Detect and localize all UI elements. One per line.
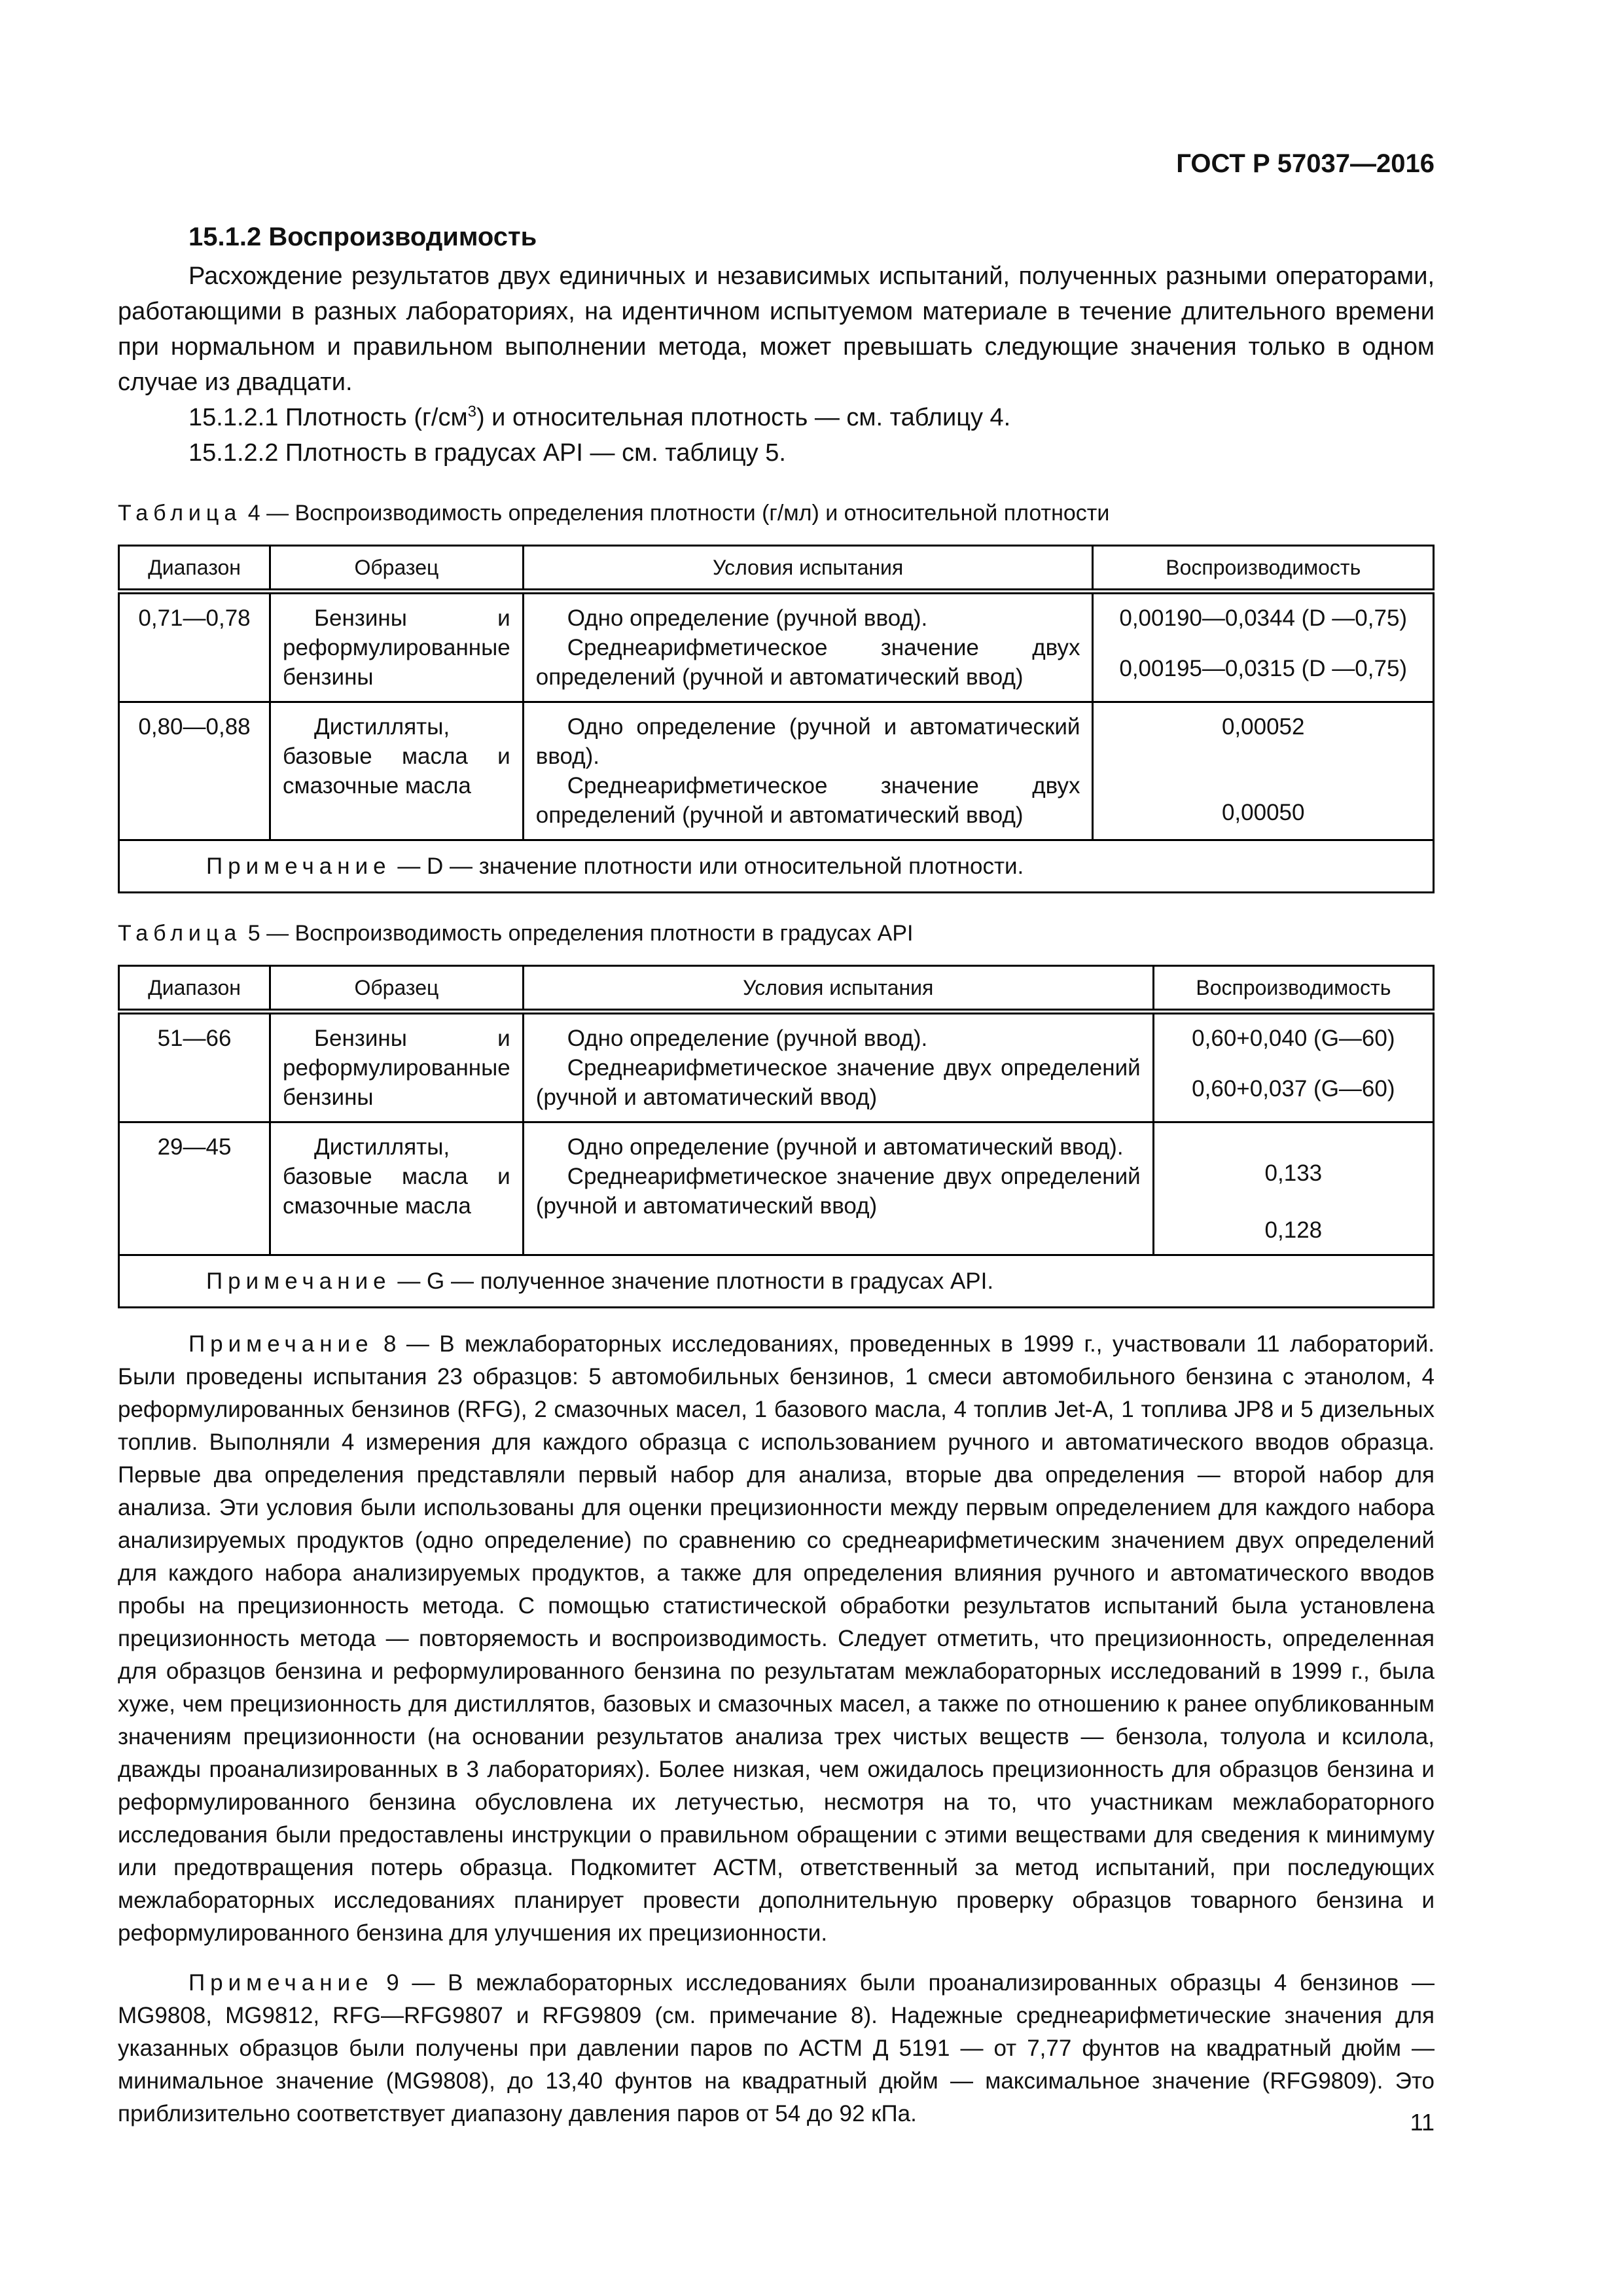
value-mean: 0,128 bbox=[1264, 1217, 1323, 1243]
table4-header-reproducibility: Воспроизводимость bbox=[1093, 546, 1434, 592]
reproducibility-cell bbox=[1153, 1122, 1433, 1255]
table-row bbox=[119, 1122, 1434, 1255]
note-text: 8 — В межлабораторных исследованиях, проведенных в 1999 г., участвовали 11 лабораторий. Были проведены испытания 23 образцов: 5 автомобильных бензинов, 1 смеси автомобильного бензина с этанолом, 4 реформулированных бензинов (RFG), 2 смазочных масел, 1 базового масла, 4 топлив Jet-A, 1 топлива JP8 и 5 дизельных топлив. Выполняли 4 измерения для каждого образца с использованием ручного и автоматического вводов образца. Первые два определения представляли первый набор для анализа, вторые два определения — второй набор для анализа. Эти условия были использованы для оценки прецизионности между первым определением для каждого набора анализируемых продуктов (одно определение) по сравнению со среднеарифметическим значением двух определений для каждого набора анализируемых продуктов, а также для определения влияния ручного и автоматического вводов пробы на прецизионность метода. С помощью статистической обработки результатов испытаний была установлена прецизионность метода — повторяемость и воспроизводимость. Следует отметить, что прецизионность, определенная для образцов бензина и реформулированного бензина по результатам межлабораторных исследований в 1999 г., была хуже, чем прецизионность для дистиллятов, базовых и смазочных масел, а также по отношению к ранее опубликованным значениям прецизионности (на основании результатов анализа трех чистых веществ — бензола, толуола и ксилола, дважды проанализированных в 3 лабораториях). Более низкая, чем ожидалось прецизионность для образцов бензина и реформулированного бензина обусловлена их летучестью, несмотря на то, что участникам межлабораторного исследования были предоставлены инструкции о правильном обращении с этими веществами для сведения к минимуму или предотвращения потерь образца. Подкомитет АСТМ, ответственный за метод испытаний, при последующих межлабораторных исследованиях планирует провести дополнительную проверку образцов товарного бензина и реформулированного бензина для улучшения их прецизионности. bbox=[118, 1331, 1435, 1946]
table4-caption-label: Таблица bbox=[118, 501, 242, 526]
table4-caption bbox=[118, 501, 1435, 526]
table5-header-conditions: Условия испытания bbox=[523, 966, 1153, 1012]
table5-header-range: Диапазон bbox=[119, 966, 270, 1012]
range-cell: 29—45 bbox=[119, 1122, 270, 1255]
condition-mean: Среднеарифметическое значение двух определений (ручной и автоматический ввод) bbox=[535, 773, 1080, 828]
note-label: Примечание bbox=[188, 1970, 374, 1996]
range-cell: 0,80—0,88 bbox=[119, 702, 270, 840]
note-9 bbox=[118, 1967, 1435, 2130]
reproducibility-cell bbox=[1093, 592, 1434, 702]
clause-15-1-2-1 bbox=[188, 400, 1435, 435]
clause-text-suffix: ) и относительная плотность — см. таблицу 4. bbox=[476, 404, 1011, 431]
conditions-cell bbox=[523, 702, 1093, 840]
table4-header-sample: Образец bbox=[270, 546, 524, 592]
table5-caption-text: 5 — Воспроизводимость определения плотности в градусах API bbox=[241, 921, 914, 946]
sample-cell: Бензины и реформулированные бензины bbox=[270, 592, 524, 702]
note-label: Примечание bbox=[206, 853, 391, 879]
value-mean: 0,60+0,037 (G—60) bbox=[1192, 1076, 1395, 1102]
table-row bbox=[119, 1012, 1434, 1122]
reproducibility-cell bbox=[1153, 1012, 1433, 1122]
value-mean: 0,00195—0,0315 (D —0,75) bbox=[1119, 656, 1408, 681]
value-mean: 0,00050 bbox=[1221, 800, 1305, 825]
clause-superscript: 3 bbox=[467, 403, 476, 421]
page-number: 11 bbox=[1410, 2109, 1435, 2136]
table5 bbox=[118, 965, 1435, 1308]
condition-mean: Среднеарифметическое значение двух определений (ручной и автоматический ввод) bbox=[535, 635, 1080, 690]
table4-note-row bbox=[119, 840, 1434, 893]
condition-single: Одно определение (ручной и автоматический ввод). bbox=[567, 1134, 1124, 1160]
table5-header-sample: Образец bbox=[270, 966, 524, 1012]
value-single: 0,133 bbox=[1264, 1160, 1323, 1186]
table5-caption-label: Таблица bbox=[118, 921, 242, 946]
note-label: Примечание bbox=[206, 1268, 391, 1294]
section-paragraph: Расхождение результатов двух единичных и независимых испытаний, полученных разными операторами, работающими в разных лабораториях, на идентичном испытуемом материале в течение длительного времени при нормальном и правильном выполнении метода, может превышать следующие значения только в одном случае из двадцати. bbox=[118, 262, 1435, 396]
clause-text-prefix: 15.1.2.1 Плотность (г/см bbox=[188, 404, 468, 431]
range-cell: 51—66 bbox=[119, 1012, 270, 1122]
page-content bbox=[118, 223, 1435, 2130]
clause-15-1-2-2: 15.1.2.2 Плотность в градусах API — см. таблицу 5. bbox=[188, 439, 786, 467]
condition-mean: Среднеарифметическое значение двух определений (ручной и автоматический ввод) bbox=[535, 1164, 1141, 1219]
table5-caption bbox=[118, 921, 1435, 946]
section-title: 15.1.2 Воспроизводимость bbox=[188, 223, 537, 251]
table5-note bbox=[119, 1255, 1434, 1308]
condition-single: Одно определение (ручной и автоматический ввод). bbox=[535, 714, 1080, 769]
conditions-cell bbox=[523, 1122, 1153, 1255]
table4-caption-text: 4 — Воспроизводимость определения плотности (г/мл) и относительной плотности bbox=[241, 501, 1110, 526]
table-row bbox=[119, 702, 1434, 840]
condition-single: Одно определение (ручной ввод). bbox=[567, 1026, 928, 1051]
note-text: — G — полученное значение плотности в градусах API. bbox=[391, 1268, 994, 1294]
conditions-cell bbox=[523, 592, 1093, 702]
condition-single: Одно определение (ручной ввод). bbox=[567, 605, 928, 631]
table5-header-row bbox=[119, 966, 1434, 1012]
table4 bbox=[118, 545, 1435, 893]
sample-cell: Дистилляты, базовые масла и смазочные масла bbox=[270, 702, 524, 840]
note-8 bbox=[118, 1328, 1435, 1950]
table4-note bbox=[119, 840, 1434, 893]
table4-header-conditions: Условия испытания bbox=[523, 546, 1093, 592]
range-cell: 0,71—0,78 bbox=[119, 592, 270, 702]
sample-cell: Бензины и реформулированные бензины bbox=[270, 1012, 524, 1122]
condition-mean: Среднеарифметическое значение двух определений (ручной и автоматический ввод) bbox=[535, 1055, 1141, 1110]
value-single: 0,00190—0,0344 (D —0,75) bbox=[1119, 605, 1408, 631]
note-text: — D — значение плотности или относительной плотности. bbox=[391, 853, 1024, 879]
sample-cell: Дистилляты, базовые масла и смазочные масла bbox=[270, 1122, 524, 1255]
table-row bbox=[119, 592, 1434, 702]
note-text: 9 — В межлабораторных исследованиях были проанализированных образцы 4 бензинов — MG9808, MG9812, RFG—RFG9807 и RFG9809 (см. примечание 8). Надежные среднеарифметические значения для указанных образцов были получены при давлении паров по АСТМ Д 5191 — от 7,77 фунтов на квадратный дюйм — минимальное значение (MG9808), до 13,40 фунтов на квадратный дюйм — максимальное значение (RFG9809). Это приблизительно соответствует диапазону давления паров от 54 до 92 кПа. bbox=[118, 1970, 1435, 2126]
table5-note-row bbox=[119, 1255, 1434, 1308]
note-label: Примечание bbox=[188, 1331, 374, 1357]
conditions-cell bbox=[523, 1012, 1153, 1122]
value-single: 0,60+0,040 (G—60) bbox=[1192, 1026, 1395, 1051]
value-single: 0,00052 bbox=[1221, 714, 1305, 740]
table4-header-row bbox=[119, 546, 1434, 592]
reproducibility-cell bbox=[1093, 702, 1434, 840]
document-id: ГОСТ Р 57037—2016 bbox=[1176, 149, 1435, 178]
table4-header-range: Диапазон bbox=[119, 546, 270, 592]
table5-header-reproducibility: Воспроизводимость bbox=[1153, 966, 1433, 1012]
